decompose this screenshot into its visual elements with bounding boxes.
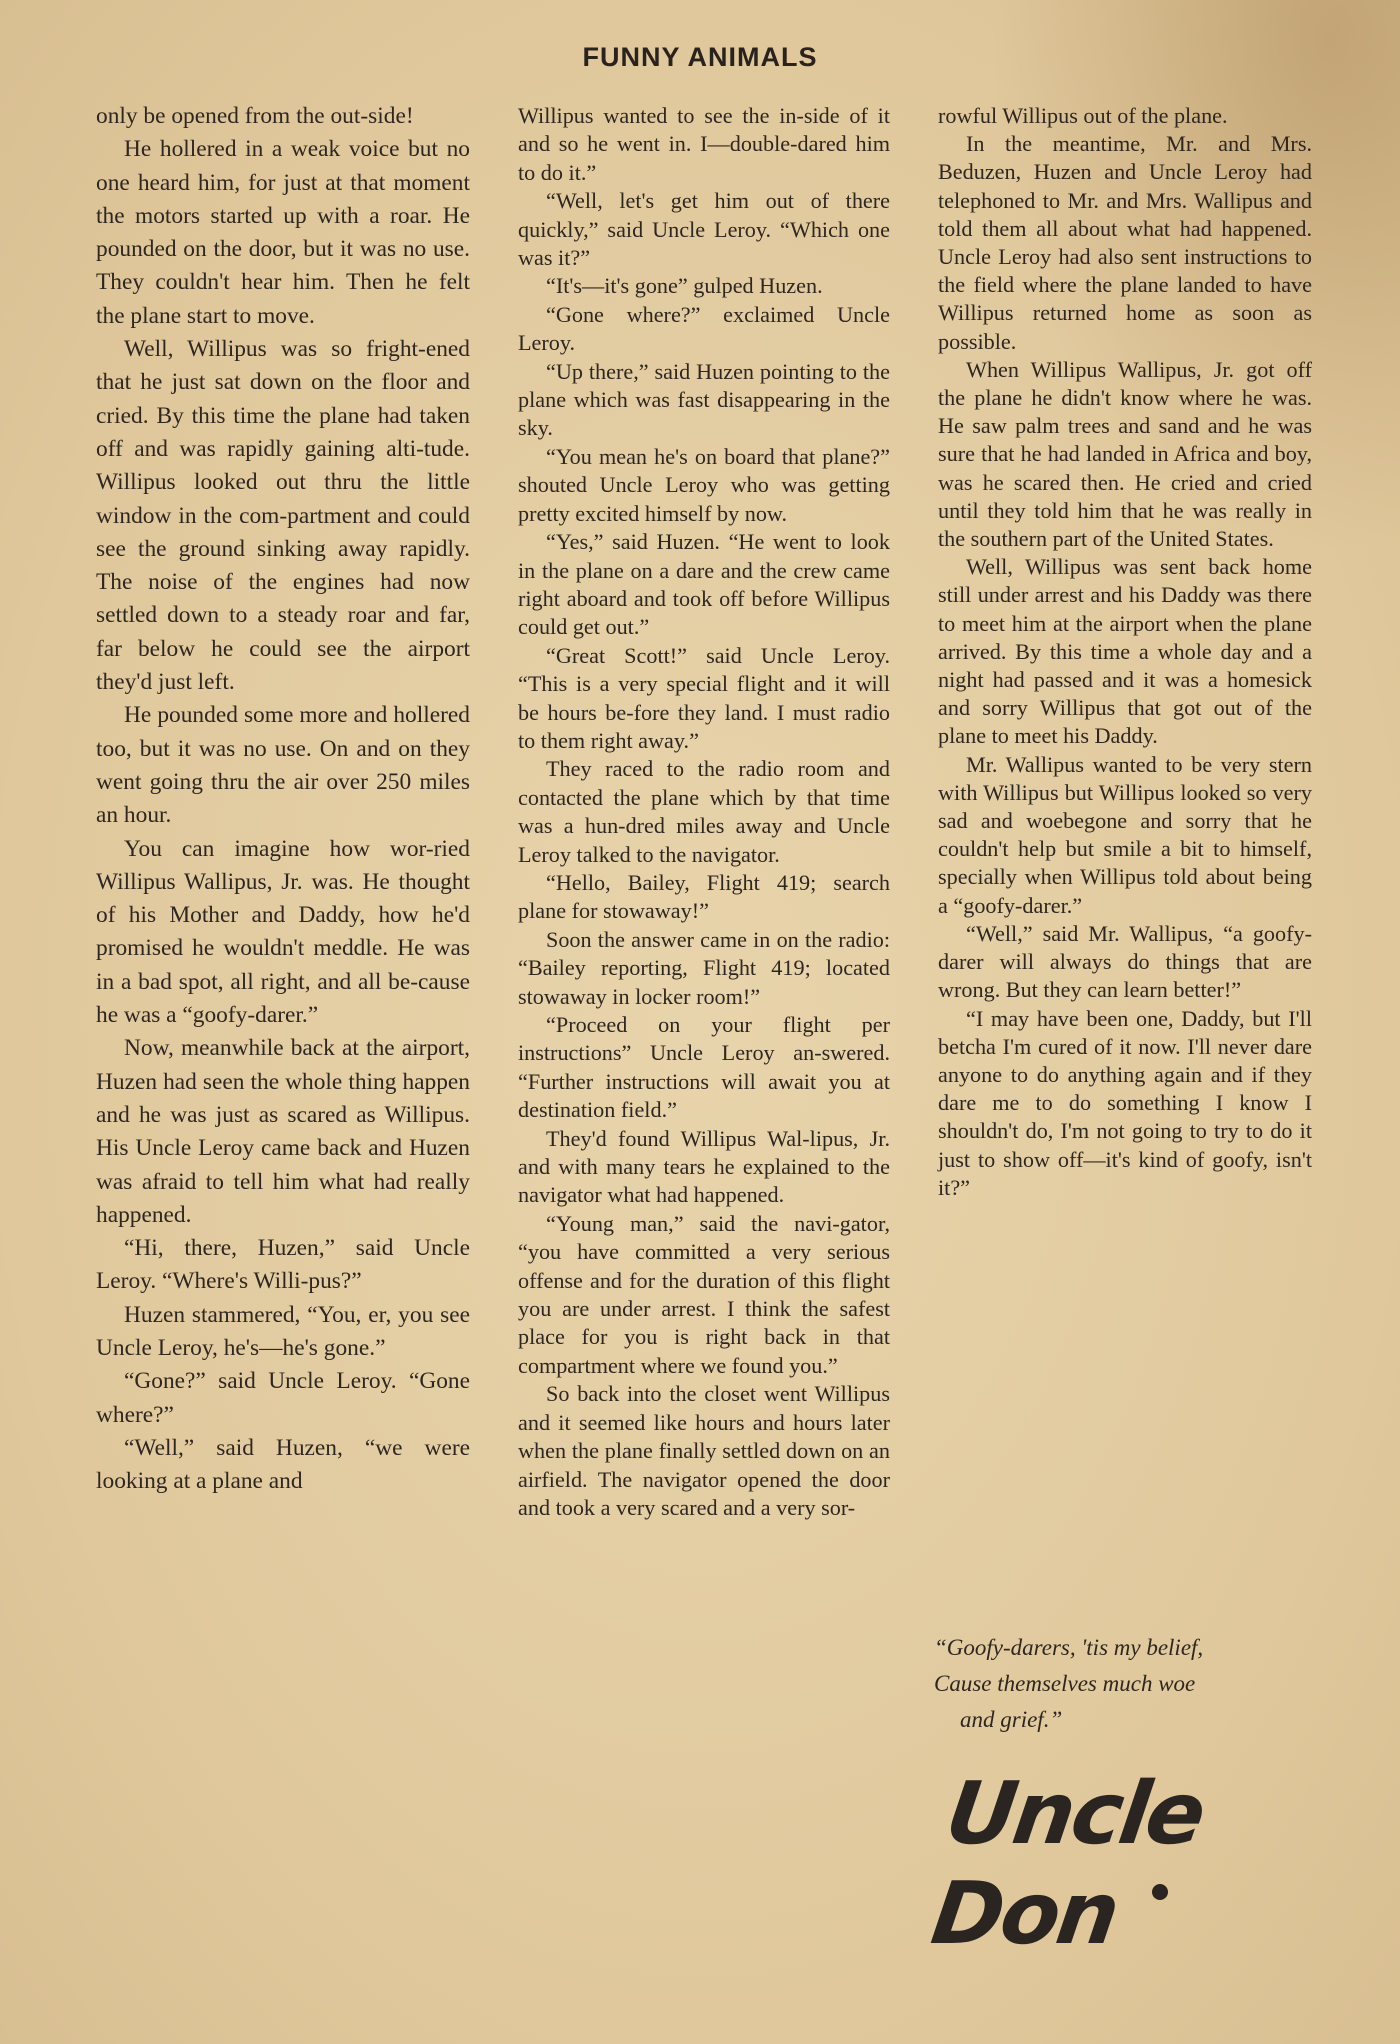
- paragraph: “I may have been one, Daddy, but I'll betcha I'm cured of it now. I'll never dare anyone to do anything again and if they dare me to do something I know I shouldn't do, I'm not going to try to do it just to show off—it's kind of goofy, isn't it?”: [938, 1005, 1312, 1200]
- paragraph: Mr. Wallipus wanted to be very stern with Willipus but Willipus looked so very sad and woebegone and sorry that he couldn't help but smile a bit to himself, specially when Willipus told about being a “goofy-darer.”: [938, 751, 1312, 918]
- paragraph: Huzen stammered, “You, er, you see Uncle Leroy, he's—he's gone.”: [96, 1301, 470, 1361]
- paragraph: “Well,” said Huzen, “we were looking at a plane and: [96, 1434, 470, 1495]
- paragraph: Soon the answer came in on the radio: “Bailey reporting, Flight 419; located stowaway in locker room!”: [518, 926, 890, 1009]
- paragraph: “Up there,” said Huzen pointing to the plane which was fast disappearing in the sky.: [518, 358, 890, 441]
- paragraph: “Young man,” said the navi-gator, “you have committed a very serious offense and for the duration of this flight you are under arrest. I think the safest place for you is right back in that compartment where we found you.”: [518, 1210, 890, 1378]
- paragraph: “Gone?” said Uncle Leroy. “Gone where?”: [96, 1368, 470, 1428]
- paragraph: Willipus wanted to see the in-side of it and so he went in. I—double-dared him to do it.”: [518, 103, 890, 185]
- paragraph: So back into the closet went Willipus and it seemed like hours and hours later when the plane finally settled down on an airfield. The navigator opened the door and took a very scared and a very sor-: [518, 1381, 890, 1520]
- paragraph: He pounded some more and hollered too, but it was no use. On and on they went going thru the air over 250 miles an hour.: [96, 702, 470, 829]
- paragraph: “Hi, there, Huzen,” said Uncle Leroy. “Where's Willi-pus?”: [96, 1235, 470, 1295]
- paragraph: “You mean he's on board that plane?” shouted Uncle Leroy who was getting pretty excited himself by now.: [518, 443, 890, 526]
- paragraph: “Hello, Bailey, Flight 419; search plane for stowaway!”: [518, 869, 890, 924]
- paragraph: “Great Scott!” said Uncle Leroy. “This is a very special flight and it will be hours be-fore they land. I must radio to them right away.”: [518, 642, 890, 753]
- paragraph: “Gone where?” exclaimed Uncle Leroy.: [518, 301, 890, 356]
- paragraph: He hollered in a weak voice but no one heard him, for just at that moment the motors started up with a roar. He pounded on the door, but it was no use. They couldn't hear him. Then he felt the plane start to move.: [96, 136, 470, 329]
- text-column-1: [96, 100, 470, 1498]
- text-column-3: [938, 102, 1312, 1202]
- paragraph: Well, Willipus was sent back home still under arrest and his Daddy was there to meet him at the airport when the plane arrived. By this time a whole day and a night had passed and it was a homesick and sorry Willipus that got out of the plane to meet his Daddy.: [938, 554, 1312, 749]
- paragraph: only be opened from the out-side!: [96, 103, 414, 129]
- paragraph: “Well, let's get him out of there quickly,” said Uncle Leroy. “Which one was it?”: [518, 188, 890, 271]
- paragraph: Now, meanwhile back at the airport, Huzen had seen the whole thing happen and he was just as scared as Willipus. His Uncle Leroy came back and Huzen was afraid to tell him what had really happened.: [96, 1035, 470, 1228]
- paragraph: Well, Willipus was so fright-ened that he just sat down on the floor and cried. By this time the plane had taken off and was rapidly gaining alti-tude. Willipus looked out thru the little window in the com-partment and could see the ground sinking away rapidly. The noise of the engines had now settled down to a steady roar and far, far below he could see the airport they'd just left.: [96, 336, 470, 696]
- verse-line: and grief.”: [960, 1707, 1063, 1732]
- paragraph: They raced to the radio room and contacted the plane which by that time was a hun-dred miles away and Uncle Leroy talked to the navigator.: [518, 756, 890, 867]
- signature-text: Uncle Don: [925, 1764, 1209, 1964]
- paragraph: When Willipus Wallipus, Jr. got off the plane he didn't know where he was. He saw palm trees and sand and he was sure that he had landed in Africa and boy, was he scared then. He cried and cried until they told him that he was really in the southern part of the United States.: [938, 356, 1312, 552]
- verse-line: “Goofy-darers, 'tis my belief,: [934, 1635, 1204, 1660]
- signature: [925, 1760, 1326, 1964]
- paragraph: In the meantime, Mr. and Mrs. Beduzen, Huzen and Uncle Leroy had telephoned to Mr. and Mrs. Wallipus and told them all about what had happened. Uncle Leroy had also sent instructions to the field where the plane landed to have Willipus returned home as soon as possible.: [938, 131, 1312, 354]
- paragraph: “It's—it's gone” gulped Huzen.: [546, 273, 823, 299]
- page-header: FUNNY ANIMALS: [582, 42, 818, 72]
- text-column-2: [518, 102, 890, 1522]
- paragraph: They'd found Willipus Wal-lipus, Jr. and with many tears he explained to the navigator what had happened.: [518, 1125, 890, 1208]
- paragraph: “Proceed on your flight per instructions” Uncle Leroy an-swered. “Further instructions will await you at destination field.”: [518, 1012, 890, 1123]
- closing-verse: [934, 1630, 1314, 1738]
- paragraph: rowful Willipus out of the plane.: [938, 103, 1228, 128]
- verse-line: Cause themselves much woe: [934, 1671, 1196, 1696]
- paragraph: You can imagine how wor-ried Willipus Wallipus, Jr. was. He thought of his Mother and Daddy, how he'd promised he wouldn't meddle. He was in a bad spot, all right, and all be-cause he was a “goofy-darer.”: [96, 835, 470, 1029]
- signature-dot: [1152, 1884, 1168, 1900]
- paragraph: “Yes,” said Huzen. “He went to look in the plane on a dare and the crew came right aboard and took off before Willipus could get out.”: [518, 529, 890, 640]
- paragraph: “Well,” said Mr. Wallipus, “a goofy-darer will always do things that are wrong. But they can learn better!”: [938, 920, 1312, 1003]
